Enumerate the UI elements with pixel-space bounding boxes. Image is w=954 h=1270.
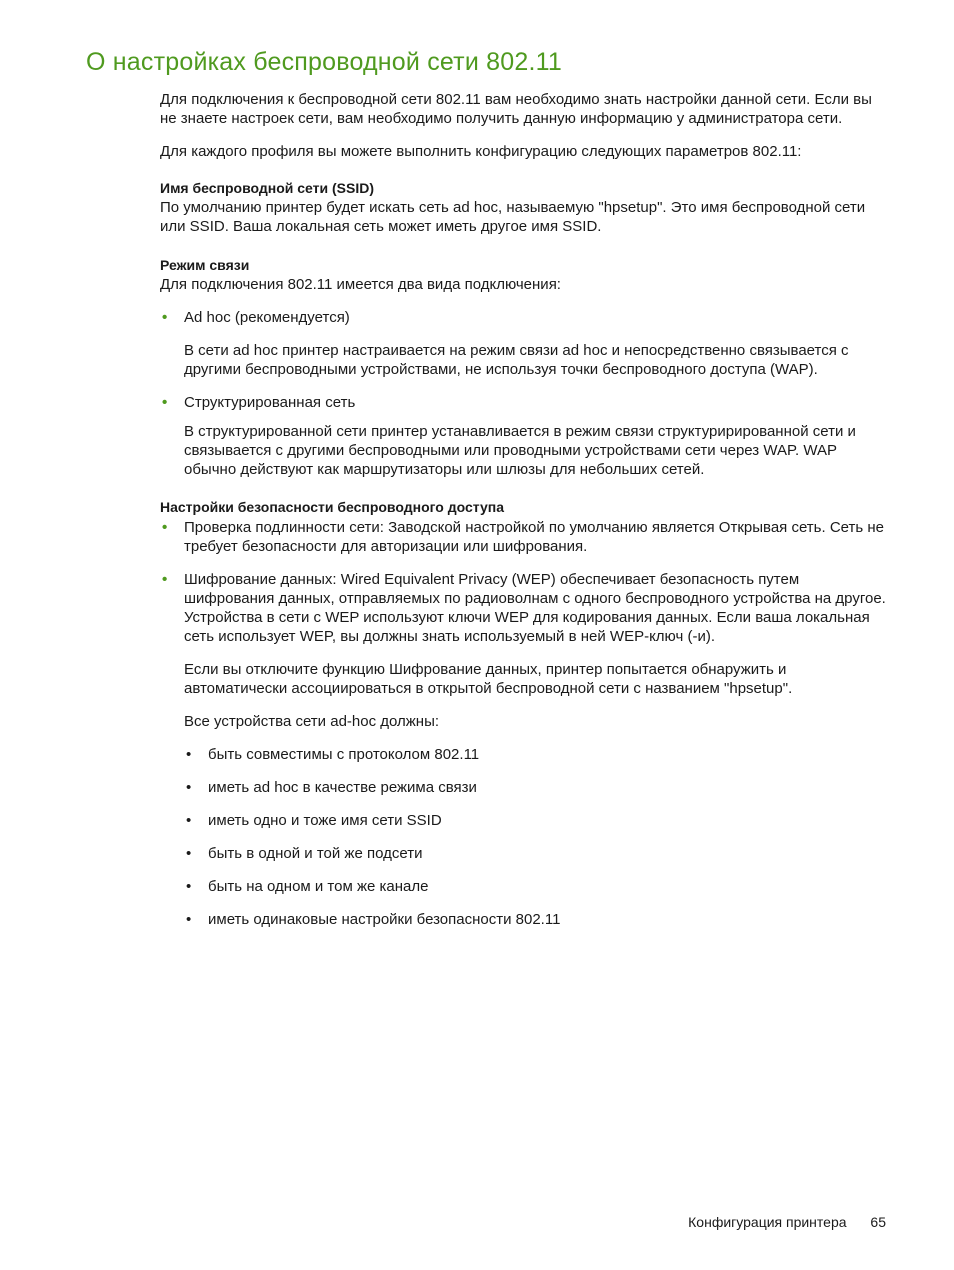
bullet-icon: • (186, 746, 192, 763)
requirement-text: быть на одном и том же канале (208, 878, 429, 895)
bullet-icon: • (162, 571, 168, 588)
mode-item-desc: В структурированной сети принтер устанавливается в режим связи структурирированной сети и связывается с другими беспроводными или проводными устройствами сети через WAP. WAP обычно действуют как маршрутизаторы или шлюзы для небольших сетей. (184, 423, 856, 478)
page-content (160, 90, 890, 943)
footer-section: Конфигурация принтера (688, 1214, 847, 1230)
requirement-text: иметь одно и тоже имя сети SSID (208, 812, 442, 829)
mode-text: Для подключения 802.11 имеется два вида подключения: (160, 276, 561, 293)
security-item-text: Проверка подлинности сети: Заводской настройкой по умолчанию является Открывая сеть. Сеть не требует безопасности для авторизации или шифрования. (184, 519, 884, 555)
security-note: Если вы отключите функцию Шифрование данных, принтер попытается обнаружить и автоматически ассоциироваться в открытой беспроводной сети с названием "hpsetup". (184, 661, 793, 697)
bullet-icon: • (186, 878, 192, 895)
bullet-icon: • (162, 394, 168, 411)
requirement-item (160, 811, 890, 830)
page-number: 65 (870, 1214, 886, 1230)
ssid-text: По умолчанию принтер будет искать сеть ad hoc, называемую "hpsetup". Это имя беспроводной сети или SSID. Ваша локальная сеть может иметь другое имя SSID. (160, 199, 866, 235)
requirement-item (160, 844, 890, 863)
page-title: О настройках беспроводной сети 802.11 (86, 48, 562, 76)
requirement-text: иметь ad hoc в качестве режима связи (208, 779, 477, 796)
bullet-icon: • (186, 911, 192, 928)
mode-item-desc: В сети ad hoc принтер настраивается на режим связи ad hoc и непосредственно связывается с другими беспроводными устройствами, не используя точки беспроводного доступа (WAP). (184, 342, 849, 378)
bullet-icon: • (186, 845, 192, 862)
intro-paragraph: Для подключения к беспроводной сети 802.11 вам необходимо знать настройки данной сети. Если вы не знаете настроек сети, вам необходимо получить данную информацию у администратора сети. (160, 91, 872, 127)
intro-paragraph: Для каждого профиля вы можете выполнить конфигурацию следующих параметров 802.11: (160, 143, 802, 160)
bullet-icon: • (186, 812, 192, 829)
bullet-icon: • (162, 309, 168, 326)
list-item (160, 570, 890, 646)
ssid-heading: Имя беспроводной сети (SSID) (160, 180, 374, 196)
list-item (160, 518, 890, 556)
requirement-item (160, 778, 890, 797)
requirement-text: иметь одинаковые настройки безопасности 802.11 (208, 911, 561, 928)
mode-heading: Режим связи (160, 257, 250, 273)
list-item (160, 308, 890, 327)
bullet-icon: • (186, 779, 192, 796)
mode-item-label: Ad hoc (рекомендуется) (184, 309, 350, 326)
mode-item-label: Структурированная сеть (184, 394, 356, 411)
requirement-item (160, 877, 890, 896)
requirement-text: быть в одной и той же подсети (208, 845, 423, 862)
adhoc-intro: Все устройства сети ad-hoc должны: (184, 713, 440, 730)
bullet-icon: • (162, 519, 168, 536)
security-heading: Настройки безопасности беспроводного доступа (160, 499, 504, 515)
requirement-item (160, 910, 890, 929)
requirement-item (160, 745, 890, 764)
page-footer (688, 1214, 886, 1230)
security-item-text: Шифрование данных: Wired Equivalent Privacy (WEP) обеспечивает безопасность путем шифрования данных, отправляемых по радиоволнам с одного беспроводного устройства на другое. Устройства в сети с WEP используют ключи WEP для кодирования данных. Если ваша локальная сеть использует WEP, вы должны знать используемый в ней WEP-ключ (-и). (184, 571, 886, 645)
requirement-text: быть совместимы с протоколом 802.11 (208, 746, 480, 763)
list-item (160, 393, 890, 412)
